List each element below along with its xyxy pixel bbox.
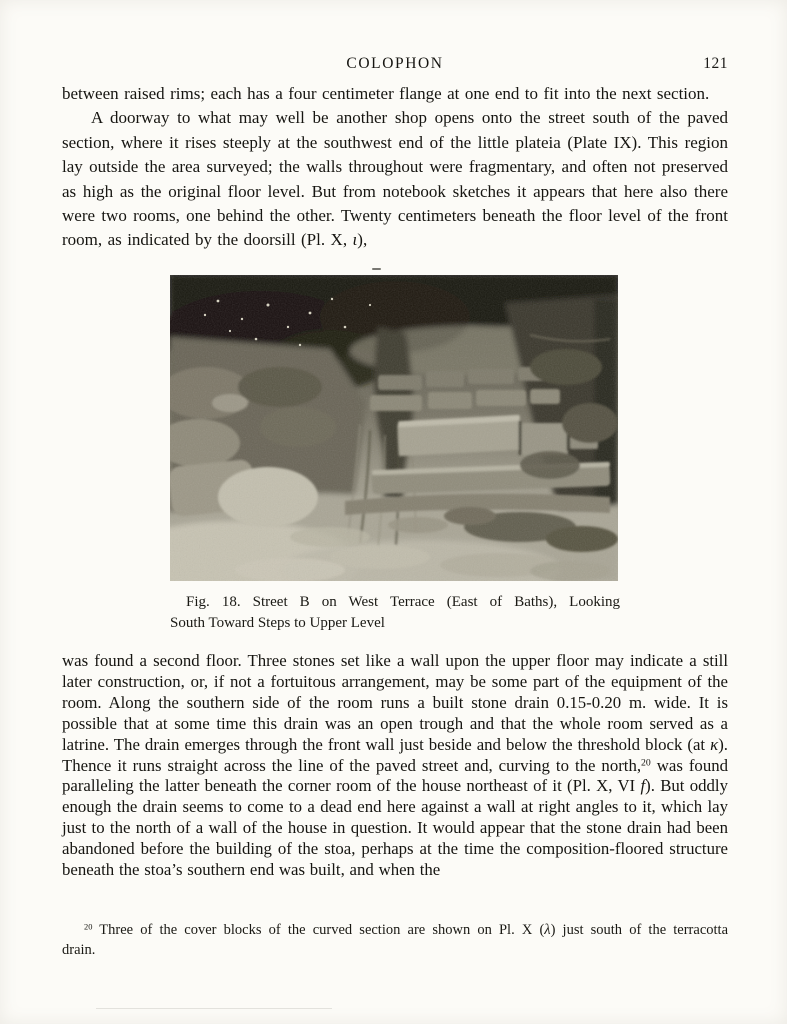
paragraph: was found a second floor. Three stones set like a wall upon the upper floor may indicate a still later construction, or, if not a fortuitous arrangement, may be some part of the equipment of the room. Along the southern side of the room runs a built stone drain 0.15-0.20 m. wide. It is possible that at some time this drain was an open trough and that the whole room served as a latrine. The drain emerges through the front wall just beside and below the threshold block (at κ). Thence it runs straight across the line of the paved street and, curving to the north,$^{20}$ was found paralleling the latter beneath the corner room of the house northeast of it (Pl. X, VI f). But oddly enough the drain seems to come to a dead end here against a wall at right angles to it, which lay just to the north of a wall of the house in question. It would appear that the stone drain had been abandoned before the building of the stoa, perhaps at the time the composition-floored structure beneath the stoa’s southern end was built, and when the bbox=[62, 651, 728, 880]
footnote: $^{20}$ Three of the cover blocks of the curved section are shown on Pl. X (λ) just south of the terracotta drain. bbox=[62, 922, 729, 958]
running-head bbox=[62, 55, 728, 75]
scan-line-artifact bbox=[96, 1008, 332, 1009]
paragraph: A doorway to what may well be another shop opens onto the street south of the paved section, where it rises steeply at the southwest end of the little plateia (Plate IX). This region lay outside the area surveyed; the walls throughout were fragmentary, and often not preserved as high as the original floor level. But from notebook sketches it appears that here also there were two rooms, one behind the other. Twenty centimeters beneath the floor level of the front room, as indicated by the doorsill (Pl. X, ι), bbox=[62, 108, 728, 250]
lower-text-block bbox=[62, 651, 728, 881]
page-title: COLOPHON bbox=[346, 55, 444, 72]
figure-caption-line2: South Toward Steps to Upper Level bbox=[170, 614, 385, 631]
page-number: 121 bbox=[703, 55, 728, 72]
upper-text-block bbox=[62, 82, 728, 253]
figure-caption bbox=[170, 592, 620, 633]
figure-caption-line1: Fig. 18. Street B on West Terrace (East of Baths), Looking bbox=[186, 594, 620, 610]
figure-photo bbox=[170, 275, 618, 581]
excavation-photo-illustration bbox=[170, 275, 618, 581]
scan-dash-artifact bbox=[372, 268, 381, 270]
paragraph: between raised rims; each has a four centimeter flange at one end to fit into the next section. bbox=[62, 84, 710, 103]
